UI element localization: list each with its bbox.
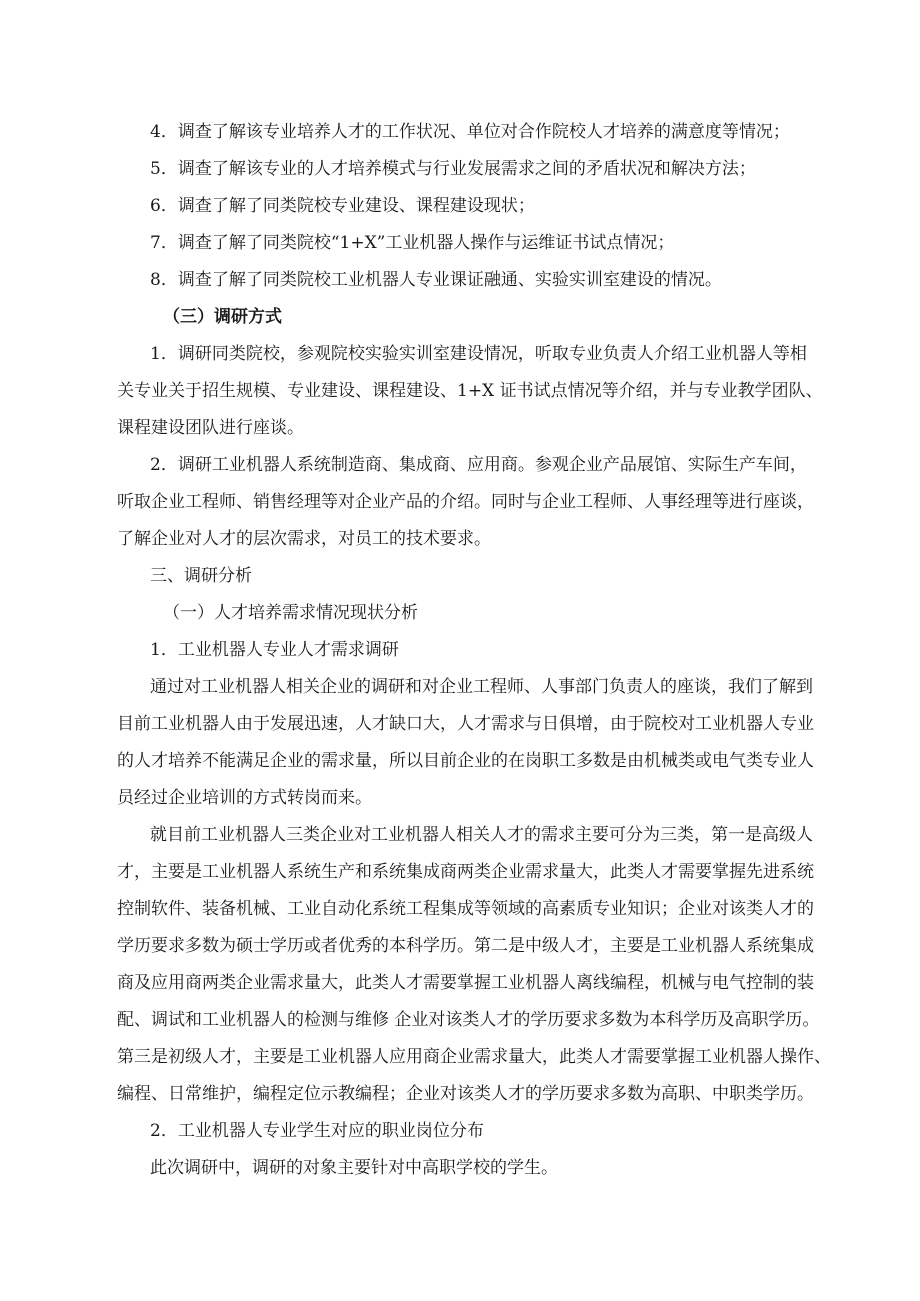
section-heading-analysis: 三、调研分析 [150, 566, 252, 586]
section-heading-methods: （三）调研方式 [163, 307, 282, 327]
paragraph-line: 目前工业机器人由于发展迅速，人才缺口大，人才需求与日俱增，由于院校对工业机器人专业 [117, 714, 814, 734]
paragraph-line: 员经过企业培训的方式转岗而来。 [117, 788, 372, 808]
paragraph-line: 商及应用商两类企业需求量大，此类人才需要掌握工业机器人离线编程，机械与电气控制的装 [117, 973, 814, 993]
paragraph-line: 第三是初级人才，主要是工业机器人应用商企业需求量大，此类人才需要掌握工业机器人操作、 [117, 1047, 831, 1067]
subsection-item: 1．工业机器人专业人才需求调研 [150, 640, 399, 660]
paragraph-line: 配、调试和工业机器人的检测与维修 企业对该类人才的学历要求多数为本科学历及高职学历。 [117, 1010, 820, 1030]
subsection-heading: （一）人才培养需求情况现状分析 [163, 603, 418, 623]
paragraph-line: 1．调研同类院校，参观院校实验实训室建设情况，听取专业负责人介绍工业机器人等相 [150, 344, 807, 364]
paragraph-line: 此次调研中，调研的对象主要针对中高职学校的学生。 [150, 1158, 558, 1178]
list-item-4: 4．调查了解该专业培养人才的工作状况、单位对合作院校人才培养的满意度等情况； [150, 122, 790, 142]
list-item-8: 8．调查了解了同类院校工业机器人专业课证融通、实验实训室建设的情况。 [150, 270, 722, 290]
paragraph-line: 才，主要是工业机器人系统生产和系统集成商两类企业需求量大，此类人才需要掌握先进系统 [117, 862, 814, 882]
paragraph-line: 的人才培养不能满足企业的需求量，所以目前企业的在岗职工多数是由机械类或电气类专业人 [117, 751, 814, 771]
paragraph-line: 了解企业对人才的层次需求，对员工的技术要求。 [117, 529, 491, 549]
paragraph-line: 控制软件、装备机械、工业自动化系统工程集成等领域的高素质专业知识；企业对该类人才的 [117, 899, 814, 919]
paragraph-line: 2．调研工业机器人系统制造商、集成商、应用商。参观企业产品展馆、实际生产车间， [150, 455, 807, 475]
list-item-7: 7．调查了解了同类院校“1+X”工业机器人操作与运维证书试点情况； [150, 233, 675, 253]
paragraph-line: 关专业关于招生规模、专业建设、课程建设、1+X 证书试点情况等介绍，并与专业教学团队、 [117, 381, 823, 401]
paragraph-line: 编程、日常维护，编程定位示教编程；企业对该类人才的学历要求多数为高职、中职类学历。 [117, 1084, 814, 1104]
paragraph-line: 学历要求多数为硕士学历或者优秀的本科学历。第二是中级人才，主要是工业机器人系统集成 [117, 936, 814, 956]
paragraph-line: 课程建设团队进行座谈。 [117, 418, 304, 438]
paragraph-line: 就目前工业机器人三类企业对工业机器人相关人才的需求主要可分为三类，第一是高级人 [150, 825, 813, 845]
paragraph-line: 通过对工业机器人相关企业的调研和对企业工程师、人事部门负责人的座谈，我们了解到 [150, 677, 813, 697]
paragraph-line: 听取企业工程师、销售经理等对企业产品的介绍。同时与企业工程师、人事经理等进行座谈， [117, 492, 814, 512]
subsection-item: 2．工业机器人专业学生对应的职业岗位分布 [150, 1121, 484, 1141]
list-item-6: 6．调查了解了同类院校专业建设、课程建设现状； [150, 196, 535, 216]
list-item-5: 5．调查了解该专业的人才培养模式与行业发展需求之间的矛盾状况和解决方法； [150, 159, 756, 179]
